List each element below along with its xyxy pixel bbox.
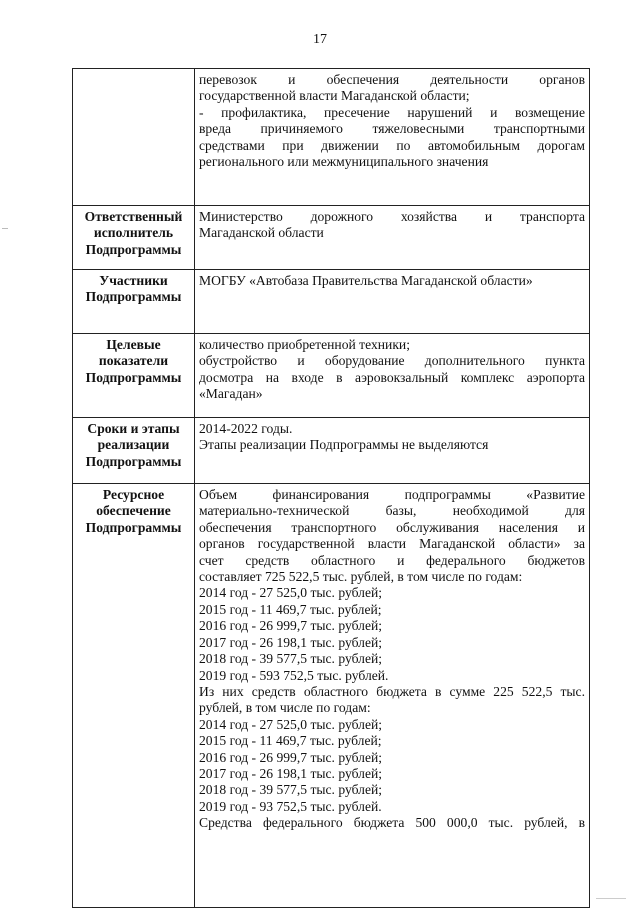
scan-margin-mark	[2, 228, 8, 229]
row-label: Целевые показатели Подпрограммы	[73, 333, 195, 417]
text-line: 2015 год - 11 469,7 тыс. рублей;	[199, 733, 382, 749]
text-line: Магаданской области	[199, 225, 324, 241]
page-number: 17	[313, 32, 327, 47]
text-line: 2018 год - 39 577,5 тыс. рублей;	[199, 782, 383, 798]
text-line: органов государственной власти Магаданской области» за	[199, 536, 585, 552]
text-line: счет средств областного и федерального бюджетов	[199, 552, 585, 568]
text-line: Министерство дорожного хозяйства и транспорта	[199, 208, 585, 224]
table-row	[73, 333, 590, 417]
text-line: 2016 год - 26 999,7 тыс. рублей;	[199, 618, 383, 634]
text-line: «Магадан»	[199, 386, 263, 402]
text-line: 2019 год - 593 752,5 тыс. рублей.	[199, 667, 389, 683]
row-content	[195, 205, 590, 269]
text-line: 2014 год - 27 525,0 тыс. рублей;	[199, 716, 383, 732]
text-line: 2015 год - 11 469,7 тыс. рублей;	[199, 601, 382, 617]
table-row	[73, 205, 590, 269]
text-line: составляет 725 522,5 тыс. рублей, в том числе по годам:	[199, 569, 523, 585]
table-row	[73, 269, 590, 333]
row-label: Ответственный исполнитель Подпрограммы	[73, 205, 195, 269]
text-line: обеспечения транспортного обслуживания населения и	[199, 519, 585, 535]
text-line: Из них средств областного бюджета в сумме 225 522,5 тыс.	[199, 683, 585, 699]
row-content	[195, 69, 590, 206]
text-line: 2014-2022 годы.	[199, 420, 293, 436]
row-content	[195, 269, 590, 333]
text-line: Средства федерального бюджета 500 000,0 тыс. рублей, в	[199, 815, 585, 831]
text-line: Этапы реализации Подпрограммы не выделяются	[199, 437, 489, 453]
text-line: 2016 год - 26 999,7 тыс. рублей;	[199, 749, 383, 765]
table-row	[73, 417, 590, 483]
text-line: Объем финансирования подпрограммы «Развитие	[199, 487, 585, 503]
text-line: вреда причиняемого тяжеловесными транспортными	[199, 121, 585, 137]
text-line: 2018 год - 39 577,5 тыс. рублей;	[199, 651, 383, 667]
text-line: материально-технической базы, необходимой для	[199, 503, 585, 519]
text-line: 2017 год - 26 198,1 тыс. рублей;	[199, 634, 383, 650]
text-line: 2017 год - 26 198,1 тыс. рублей;	[199, 765, 383, 781]
text-line: количество приобретенной техники;	[199, 336, 410, 352]
table-row	[73, 484, 590, 908]
text-line: МОГБУ «Автобаза Правительства Магаданской области»	[199, 272, 533, 288]
row-content	[195, 417, 590, 483]
text-line: государственной власти Магаданской области;	[199, 88, 470, 104]
text-line: средствами при движении по автомобильным дорогам	[199, 137, 585, 153]
text-line: - профилактика, пресечение нарушений и возмещение	[199, 104, 585, 120]
row-content	[195, 333, 590, 417]
subprogram-passport-table	[72, 68, 590, 908]
row-label	[73, 69, 195, 206]
row-content	[195, 484, 590, 908]
text-line: 2019 год - 93 752,5 тыс. рублей.	[199, 798, 382, 814]
table-row	[73, 69, 590, 206]
row-label: Участники Подпрограммы	[73, 269, 195, 333]
text-line: регионального или межмуниципального значения	[199, 154, 489, 170]
text-line: перевозок и обеспечения деятельности органов	[199, 72, 585, 87]
row-label: Сроки и этапы реализации Подпрограммы	[73, 417, 195, 483]
scan-bottom-mark	[596, 898, 626, 899]
text-line: обустройство и оборудование дополнительного пункта	[199, 353, 585, 369]
text-line: рублей, в том числе по годам:	[199, 700, 371, 716]
text-line: досмотра на входе в аэровокзальный комплекс аэропорта	[199, 369, 585, 385]
text-line: 2014 год - 27 525,0 тыс. рублей;	[199, 585, 383, 601]
row-label: Ресурсное обеспечение Подпрограммы	[73, 484, 195, 908]
